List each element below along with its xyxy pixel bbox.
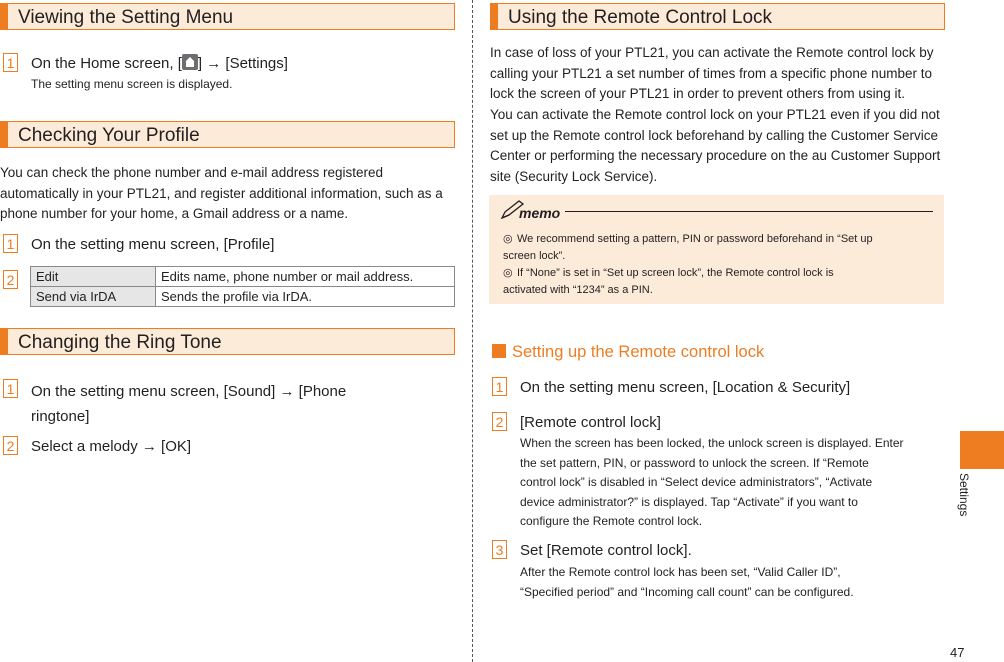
memo-item: ◎ We recommend setting a pattern, PIN or password beforehand in “Set up screen lock”. [503,233,873,262]
step-number: 2 [492,412,507,431]
step-number: 3 [492,540,507,559]
step-number: 2 [3,270,18,289]
step-text: On the Home screen, [ ] → [Settings] [31,55,288,72]
step-text: On the setting menu screen, [Sound] → [Phone ringtone] [31,383,347,425]
profile-intro: You can check the phone number and e-mail address registered automatically in your PTL21, and register additional information, such as a phone number for your home, a Gmail address or a name. [0,165,443,221]
heading-text: Changing the Ring Tone [18,332,222,353]
subsection-heading: Setting up the Remote control lock [492,343,764,362]
table-cell-key: Send via IrDA [31,287,156,307]
double-circle-bullet-icon: ◎ [503,233,513,245]
table-cell-value: Sends the profile via IrDA. [156,287,455,307]
chapter-tab-label: Settings [957,473,971,517]
profile-options-table [30,266,455,307]
step-1-viewing [3,53,288,75]
step-number: 2 [3,436,18,455]
memo-rule [565,211,933,212]
double-circle-bullet-icon: ◎ [503,267,513,279]
section-heading-ringtone [0,328,455,355]
table-row [31,287,455,307]
page-number: 47 [950,645,965,660]
heading-text: Viewing the Setting Menu [18,7,234,28]
step-text: [Remote control lock] [520,414,661,431]
heading-accent-bar [491,4,498,29]
step-2-profile [3,270,31,289]
chapter-tab [960,431,1004,469]
section-heading-profile [0,121,455,148]
step-number: 1 [3,234,18,253]
step-number: 1 [492,377,507,396]
step-2-setup [492,412,661,434]
memo-label: memo [519,205,561,221]
section-heading-viewing [0,3,455,30]
step-1-ringtone [3,379,363,429]
lock-intro: In case of loss of your PTL21, you can activate the Remote control lock by calling your PTL21 a set number of times from a specific phone number to lock the screen of your PTL21 in order to prevent others from using it. [490,45,934,101]
app-drawer-icon [182,54,198,70]
step-number: 1 [3,379,18,398]
step-text: Select a melody → [OK] [31,438,192,455]
heading-accent-bar [1,329,8,354]
step-1-profile [3,234,274,256]
heading-text: Checking Your Profile [18,125,200,146]
memo-item: ◎ If “None” is set in “Set up screen lock”, the Remote control lock is activated with “1234” as a PIN. [503,267,834,296]
step-3-setup [492,540,692,562]
step-description: When the screen has been locked, the unlock screen is displayed. Enter the set pattern, PIN, or password to unlock the screen. If “Remote control lock” is disabled in “Select device administrators”, “Activate device administrator?” is displayed. Tap “Activate” if you want to configure the Remote control lock. [520,436,904,529]
step-number: 1 [3,53,18,72]
heading-text: Using the Remote Control Lock [508,7,773,28]
column-divider [472,0,473,662]
heading-accent-bar [1,4,8,29]
table-cell-value: Edits name, phone number or mail address. [156,267,455,287]
memo-box [489,195,944,304]
step-2-ringtone [3,436,191,458]
heading-accent-bar [1,122,8,147]
square-bullet-icon [492,344,506,358]
lock-intro-2: You can activate the Remote control lock on your PTL21 even if you did not set up the Remote control lock beforehand by calling the Customer Service Center or performing the necessary procedure on the au Customer Support site (Security Lock Service). [490,107,941,184]
section-heading-lock [490,3,945,30]
step-description: The setting menu screen is displayed. [31,77,233,91]
table-row [31,267,455,287]
step-text: Set [Remote control lock]. [520,542,692,559]
step-description: After the Remote control lock has been set, “Valid Caller ID”, “Specified period” and “Incoming call count” can be configured. [520,565,854,599]
table-cell-key: Edit [31,267,156,287]
step-text: On the setting menu screen, [Location & Security] [520,379,851,396]
step-text: On the setting menu screen, [Profile] [31,236,275,253]
step-1-setup [492,377,850,399]
